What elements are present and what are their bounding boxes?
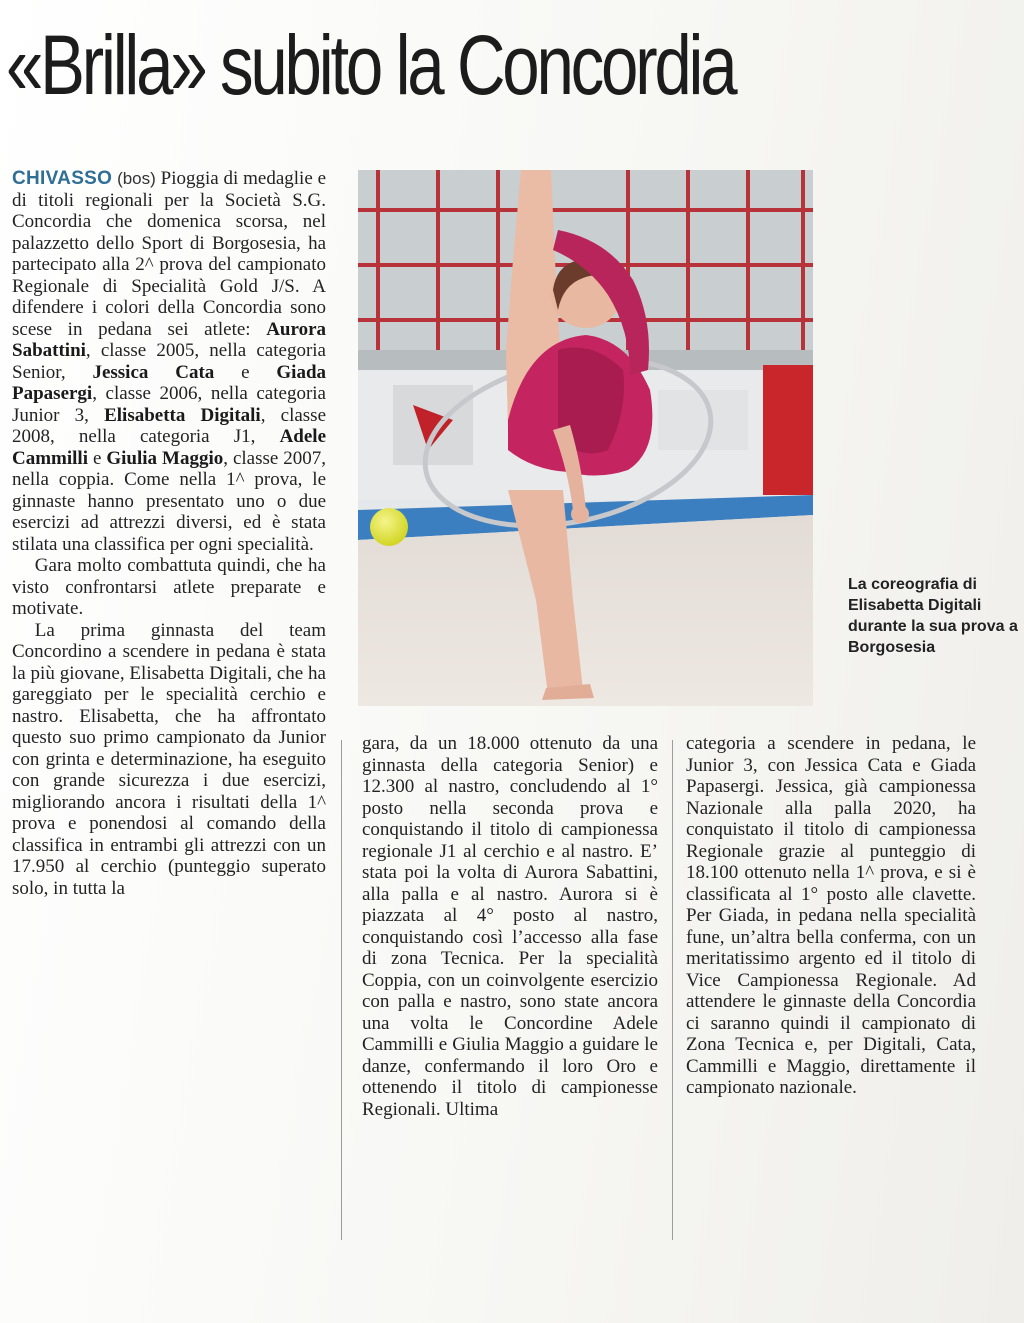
gymnast-photo <box>358 170 813 706</box>
body-text: e <box>92 447 102 469</box>
body-text: , classe 2007, nella coppia. Come nella 1^ prova, le ginnaste hanno presentato uno o due esercizi ad attrezzi diversi, ed è stata stilata una classifica per ogni specialità. <box>12 447 327 555</box>
column-divider <box>672 740 673 1240</box>
body-text: , classe 2005, nella categoria Senior, <box>12 340 326 383</box>
body-text: , classe 2006, nella categoria Junior 3, <box>12 383 326 426</box>
paragraph-1 <box>12 168 326 555</box>
paragraph-4: gara, da un 18.000 ottenuto da una ginnasta della categoria Senior) e 12.300 al nastro, concludendo al 1° posto nella seconda prova e conquistando il titolo di campionessa regionale J1 al cerchio e al nastro. E’ stata poi la volta di Aurora Sabattini, alla palla e al nastro. Aurora si è piazzata al 4° posto al nastro, conquistando così l’accesso alla fase di zona Tecnica. Per la specialità Coppia, con un coinvolgente esercizio con palla e nastro, sono state ancora una volta le Concordine Adele Cammilli e Giulia Maggio a guidare le danze, confermando il loro Oro e ottenendo il titolo di campionesse Regionali. Ultima <box>362 733 658 1120</box>
article-column-2 <box>362 733 658 1120</box>
body-text: Pioggia di medaglie e di titoli regionali per la Società S.G. Concordia che domenica scorsa, nel palazzetto dello Sport di Borgosesia, ha partecipato alla 2^ prova del campionato Regionale di Specialità Gold J/S. A difendere i colori della Concordia sono scese in pedana sei atlete: <box>12 168 327 340</box>
article-column-1 <box>12 168 326 899</box>
agency-tag: (bos) <box>117 169 156 188</box>
body-text: e <box>241 361 250 383</box>
paragraph-2: Gara molto combattuta quindi, che ha visto confrontarsi atlete preparate e motivate. <box>12 555 326 619</box>
athlete-name: Jessica Cata <box>92 361 215 383</box>
athlete-name: Elisabetta Digitali <box>104 404 261 426</box>
headline: «Brilla» subito la Concordia <box>6 18 735 112</box>
body-text: , classe 2008, nella categoria J1, <box>12 404 327 447</box>
dateline: CHIVASSO <box>12 168 113 189</box>
column-divider <box>341 740 342 1240</box>
photo-caption: La coreografia di Elisabetta Digitali durante la sua prova a Borgosesia <box>848 576 1018 656</box>
athlete-name: Giulia Maggio <box>106 447 224 469</box>
athlete-name: Aurora Sabattini <box>12 318 327 361</box>
athlete-name: Giada Papasergi <box>12 361 327 404</box>
paragraph-5: categoria a scendere in pedana, le Junior 3, con Jessica Cata e Giada Papasergi. Jessica, già campionessa Nazionale alla palla 2020, ha conquistato il titolo di campionessa Regionale grazie al punteggio di 18.100 ottenuto nella 1^ prova, e si è classificata al 1° posto alle clavette. Per Giada, in pedana nella specialità fune, un’altra bella conferma, con un meritatissimo argento ed il titolo di Vice Campionessa Regionale. Ad attendere le ginnaste della Concordia ci saranno quindi il campionato di Zona Tecnica e, per Digitali, Cata, Cammilli e Maggio, direttamente il campionato nazionale. <box>686 733 976 1098</box>
article-column-3 <box>686 733 976 1099</box>
paragraph-3: La prima ginnasta del team Concordino a scendere in pedana è stata la più giovane, Elisabetta Digitali, che ha gareggiato per le specialità cerchio e nastro. Elisabetta, che ha affrontato questo suo primo campionato da Junior con grinta e determinazione, ha eseguito con grande sicurezza i due esercizi, migliorando ancora i risultati della 1^ prova e ponendosi al comando della classifica in entrambi gli attrezzi con un 17.950 al cerchio (punteggio superato solo, in tutta la <box>12 619 326 899</box>
athlete-name: Adele Cammilli <box>12 426 326 469</box>
